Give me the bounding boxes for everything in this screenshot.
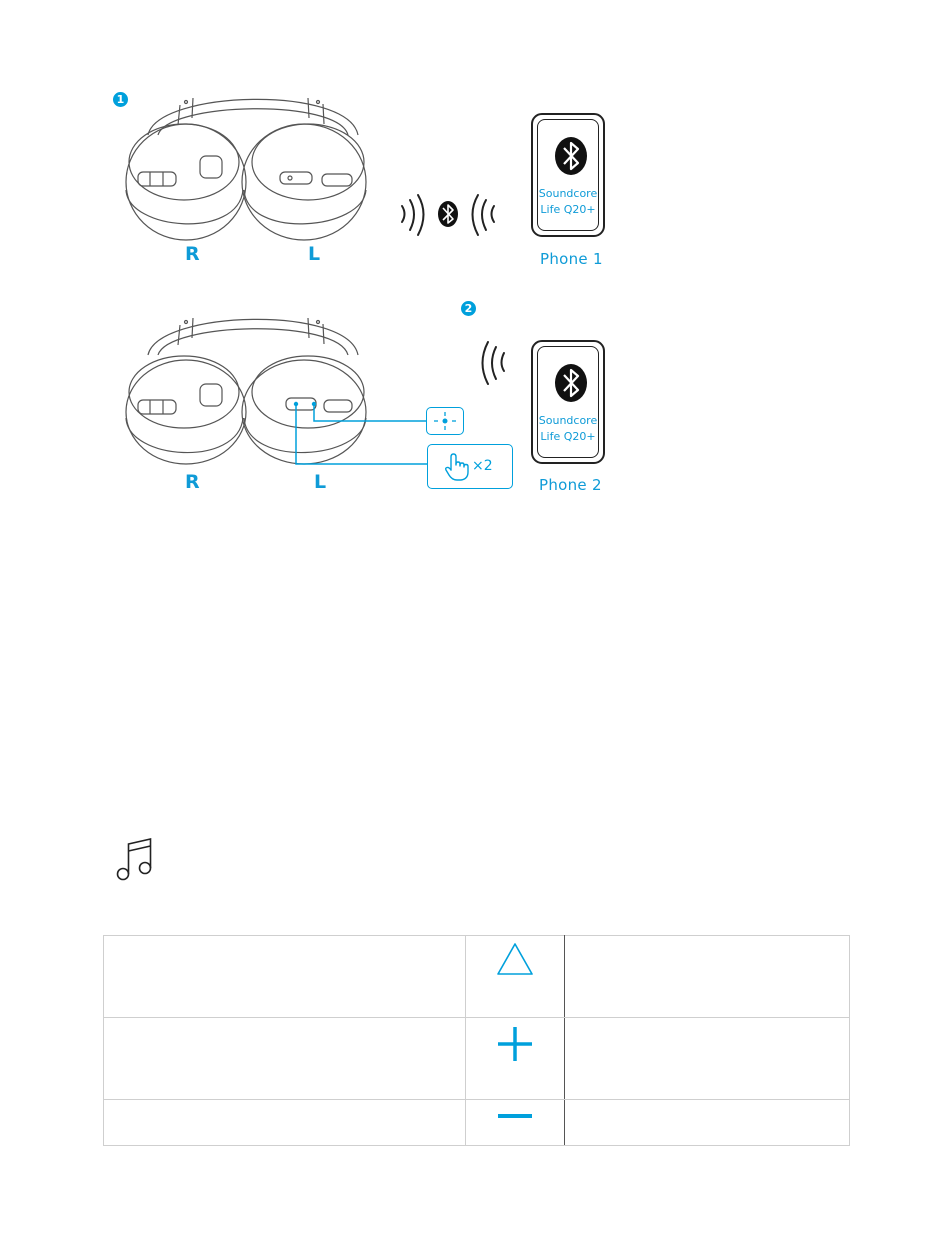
finger-press-icon xyxy=(444,452,470,482)
phone-brand: Soundcore xyxy=(538,187,598,200)
phone-2-label: Phone 2 xyxy=(539,476,602,494)
table-cell-function xyxy=(565,1018,850,1100)
table-row xyxy=(104,1100,850,1146)
bluetooth-signal-waves xyxy=(478,340,508,386)
left-ear-label: L xyxy=(314,471,327,493)
double-press-callout xyxy=(427,444,513,489)
callout-leader-lines xyxy=(290,398,440,468)
minus-icon xyxy=(495,1106,535,1126)
bluetooth-icon xyxy=(554,136,588,176)
step-number: 1 xyxy=(116,93,125,106)
phone-model: Life Q20+ xyxy=(540,203,596,216)
left-ear-label: L xyxy=(308,243,321,265)
music-note-icon xyxy=(114,836,158,882)
right-ear-label: R xyxy=(185,243,200,265)
controls-table xyxy=(103,935,850,1146)
phone-1 xyxy=(531,113,605,237)
table-row xyxy=(104,1018,850,1100)
plus-icon xyxy=(495,1024,535,1064)
table-cell-description xyxy=(104,1100,466,1146)
table-cell-description xyxy=(104,936,466,1018)
table-cell-function xyxy=(565,936,850,1018)
table-cell-function xyxy=(565,1100,850,1146)
table-cell-icon xyxy=(466,936,565,1018)
table-cell-icon xyxy=(466,1018,565,1100)
led-blink-icon xyxy=(430,410,460,432)
bluetooth-icon xyxy=(554,363,588,403)
triangle-icon xyxy=(495,940,535,980)
table-row xyxy=(104,936,850,1018)
table-cell-description xyxy=(104,1018,466,1100)
press-count: ×2 xyxy=(472,458,493,474)
table-cell-icon xyxy=(466,1100,565,1146)
right-ear-label: R xyxy=(185,471,200,493)
led-indicator-callout xyxy=(426,407,464,435)
phone-brand: Soundcore xyxy=(538,414,598,427)
headphones-illustration-1 xyxy=(118,80,388,250)
phone-screen xyxy=(537,119,599,231)
bluetooth-broadcast-icon xyxy=(398,192,498,238)
phone-screen xyxy=(537,346,599,458)
step-badge-2 xyxy=(461,301,476,316)
phone-2 xyxy=(531,340,605,464)
step-number: 2 xyxy=(464,302,473,315)
phone-model: Life Q20+ xyxy=(540,430,596,443)
phone-1-label: Phone 1 xyxy=(540,250,603,268)
